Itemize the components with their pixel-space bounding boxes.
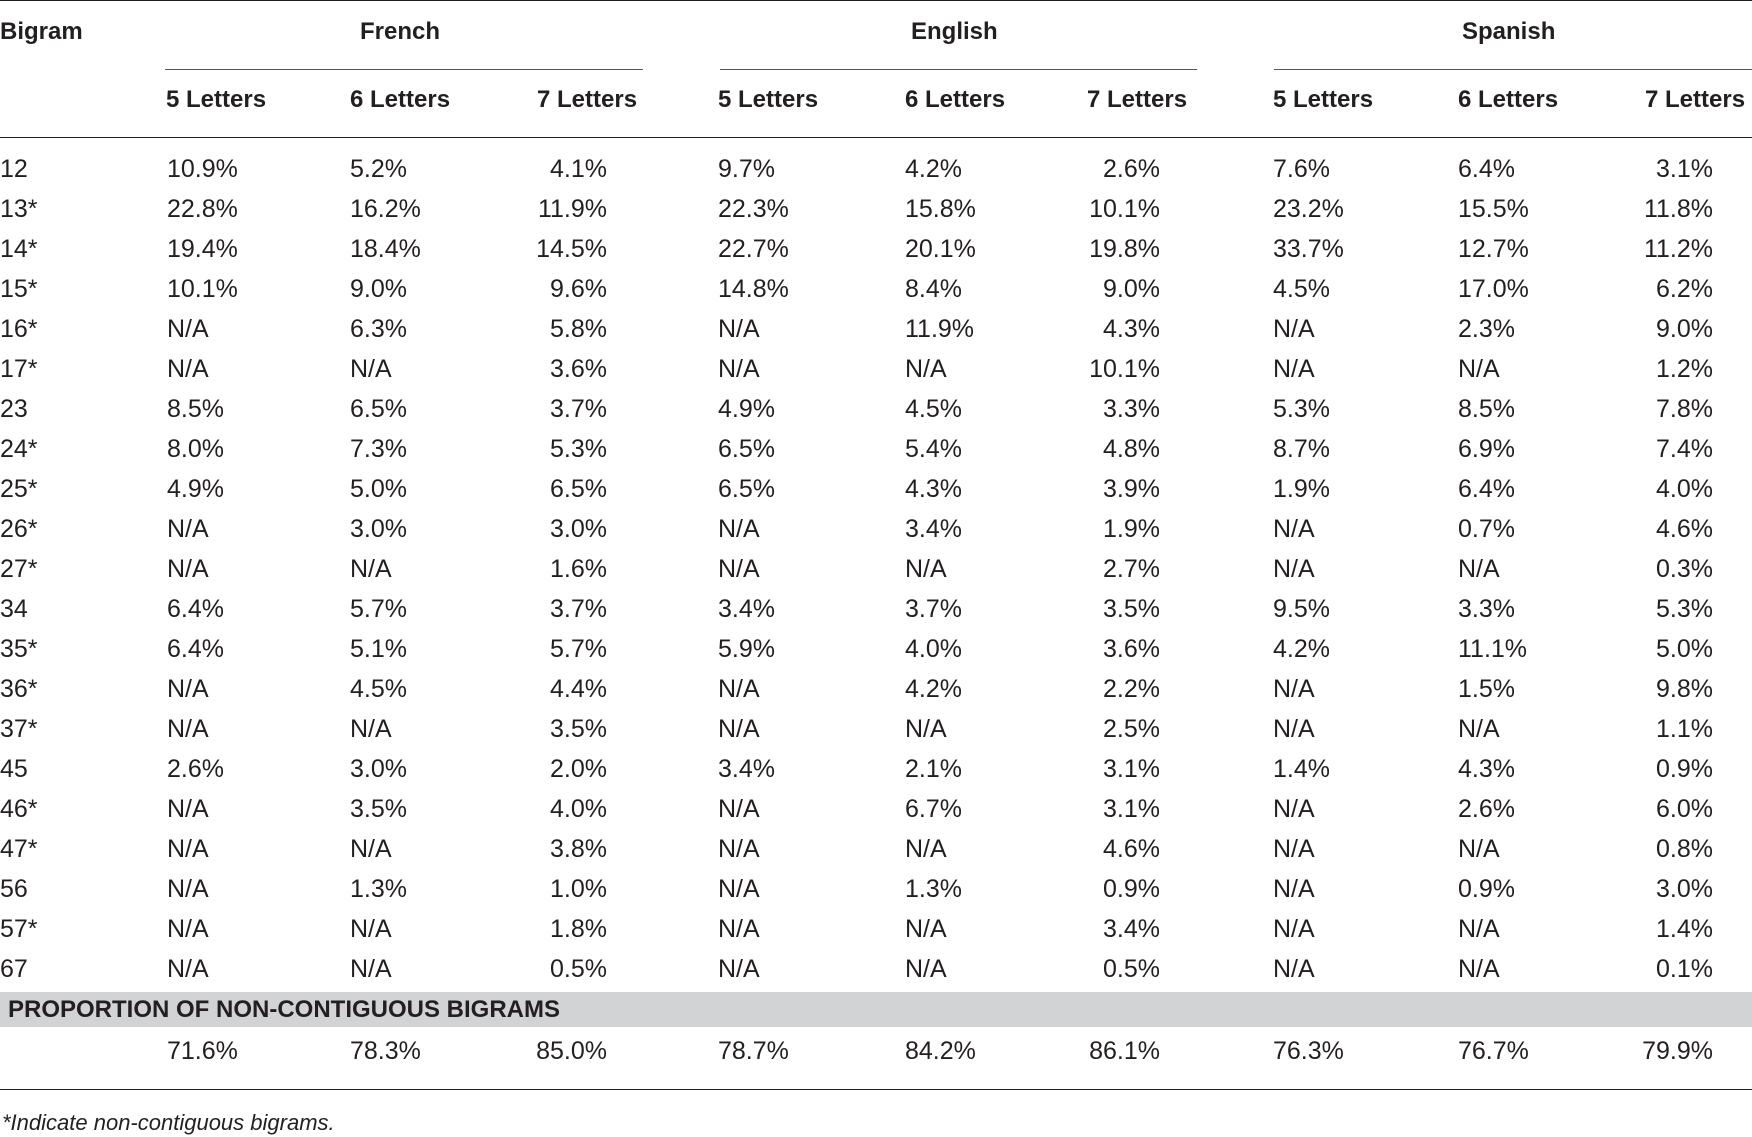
table-cell: N/A (1458, 835, 1500, 863)
table-cell: 7.4% (1656, 435, 1713, 463)
table-cell: 4.0% (905, 635, 962, 663)
table-cell: 0.8% (1656, 835, 1713, 863)
table-cell: N/A (167, 835, 209, 863)
table-cell: 0.5% (550, 955, 607, 983)
table-cell: 6.9% (1458, 435, 1515, 463)
table-cell: 2.6% (167, 755, 224, 783)
table-cell: 11.9% (905, 315, 975, 343)
table-cell: 11.9% (537, 195, 607, 223)
row-label: 23 (0, 395, 28, 423)
summary-cell: 71.6% (167, 1037, 238, 1065)
table-cell: 4.3% (905, 475, 962, 503)
table-cell: 3.0% (1656, 875, 1713, 903)
table-cell: 2.5% (1103, 715, 1160, 743)
group-header-french: French (360, 18, 441, 45)
table-cell: N/A (905, 555, 947, 583)
table-cell: 8.4% (905, 275, 962, 303)
table-cell: N/A (350, 955, 392, 983)
table-cell: 5.3% (1656, 595, 1713, 623)
table-cell: 5.9% (718, 635, 775, 663)
summary-cell: 85.0% (536, 1037, 607, 1065)
table-cell: 4.4% (550, 675, 607, 703)
table-cell: 11.1% (1458, 635, 1528, 663)
table-cell: 4.1% (550, 155, 607, 183)
table-cell: 10.1% (1089, 195, 1160, 223)
table-cell: 8.0% (167, 435, 224, 463)
group-header-spanish: Spanish (1462, 18, 1556, 45)
table-cell: 3.4% (1103, 915, 1160, 943)
summary-label: PROPORTION OF NON-CONTIGUOUS BIGRAMS (8, 996, 560, 1023)
table-cell: 3.1% (1103, 755, 1160, 783)
table-cell: N/A (1273, 795, 1315, 823)
table-cell: 4.3% (1103, 315, 1160, 343)
table-cell: N/A (718, 915, 760, 943)
table-cell: N/A (1273, 915, 1315, 943)
row-label: 14* (0, 235, 38, 263)
column-subheader: 5 Letters (718, 86, 819, 113)
summary-cell: 76.7% (1458, 1037, 1529, 1065)
group-rule-spanish (1274, 69, 1752, 70)
table-cell: 6.4% (167, 595, 224, 623)
table-cell: 22.3% (718, 195, 789, 223)
table-cell: N/A (718, 355, 760, 383)
row-label: 57* (0, 915, 38, 943)
table-cell: 15.5% (1458, 195, 1529, 223)
row-header: Bigram (0, 18, 83, 45)
column-subheader: 6 Letters (905, 86, 1006, 113)
table-cell: N/A (1273, 315, 1315, 343)
table-cell: 8.5% (1458, 395, 1515, 423)
table-cell: 19.4% (167, 235, 238, 263)
table-cell: N/A (1458, 955, 1500, 983)
table-cell: 2.6% (1103, 155, 1160, 183)
table-cell: 3.9% (1103, 475, 1160, 503)
table-cell: 7.6% (1273, 155, 1330, 183)
table-cell: 0.3% (1656, 555, 1713, 583)
table-cell: 10.1% (167, 275, 238, 303)
table-cell: 5.8% (550, 315, 607, 343)
table-cell: 6.5% (350, 395, 407, 423)
table-cell: 11.2% (1643, 235, 1713, 263)
column-subheader: 5 Letters (1273, 86, 1374, 113)
table-cell: 1.9% (1103, 515, 1160, 543)
table-cell: 2.0% (550, 755, 607, 783)
table-cell: 0.5% (1103, 955, 1160, 983)
table-cell: N/A (1273, 875, 1315, 903)
table-cell: 1.3% (350, 875, 407, 903)
table-cell: 5.3% (550, 435, 607, 463)
table-cell: 2.3% (1458, 315, 1515, 343)
table-cell: 4.2% (905, 675, 962, 703)
table-cell: 1.5% (1458, 675, 1515, 703)
table-cell: 10.9% (167, 155, 238, 183)
row-label: 27* (0, 555, 38, 583)
table-cell: N/A (350, 355, 392, 383)
table-cell: N/A (350, 915, 392, 943)
table-cell: 22.8% (167, 195, 238, 223)
table-cell: 3.1% (1656, 155, 1713, 183)
table-cell: N/A (167, 715, 209, 743)
table-cell: N/A (350, 555, 392, 583)
column-subheader: 6 Letters (350, 86, 451, 113)
row-label: 13* (0, 195, 38, 223)
table-cell: 1.0% (550, 875, 607, 903)
row-label: 56 (0, 875, 28, 903)
table-cell: 9.0% (1103, 275, 1160, 303)
table-cell: 1.4% (1656, 915, 1713, 943)
table-cell: 3.0% (350, 515, 407, 543)
group-rule-french (165, 69, 643, 70)
table-cell: 4.0% (550, 795, 607, 823)
table-cell: 3.7% (550, 395, 607, 423)
table-cell: 14.5% (536, 235, 607, 263)
table-cell: 0.9% (1458, 875, 1515, 903)
table-cell: 9.6% (550, 275, 607, 303)
table-cell: 5.0% (1656, 635, 1713, 663)
table-cell: 0.9% (1103, 875, 1160, 903)
table-cell: 4.6% (1656, 515, 1713, 543)
row-label: 26* (0, 515, 38, 543)
table-cell: 6.2% (1656, 275, 1713, 303)
table-cell: 2.6% (1458, 795, 1515, 823)
table-cell: N/A (1458, 555, 1500, 583)
table-cell: N/A (1273, 555, 1315, 583)
table-cell: 4.0% (1656, 475, 1713, 503)
summary-cell: 78.3% (350, 1037, 421, 1065)
table-cell: N/A (167, 315, 209, 343)
table-cell: N/A (718, 675, 760, 703)
table-cell: 3.0% (350, 755, 407, 783)
table-cell: 6.3% (350, 315, 407, 343)
table-bottom-rule (0, 1089, 1752, 1090)
table-cell: 6.5% (718, 475, 775, 503)
table-cell: N/A (167, 355, 209, 383)
table-cell: N/A (1273, 955, 1315, 983)
table-cell: N/A (905, 835, 947, 863)
table-cell: 6.5% (550, 475, 607, 503)
table-cell: 22.7% (718, 235, 789, 263)
table-cell: N/A (167, 875, 209, 903)
table-cell: 20.1% (905, 235, 976, 263)
table-cell: N/A (167, 515, 209, 543)
column-subheader: 7 Letters (1645, 86, 1746, 113)
table-cell: 12.7% (1458, 235, 1529, 263)
summary-cell: 86.1% (1089, 1037, 1160, 1065)
row-label: 17* (0, 355, 38, 383)
table-cell: 6.7% (905, 795, 962, 823)
table-cell: 8.5% (167, 395, 224, 423)
table-cell: 5.1% (350, 635, 407, 663)
table-cell: 16.2% (350, 195, 421, 223)
row-label: 47* (0, 835, 38, 863)
column-subheader: 5 Letters (166, 86, 267, 113)
table-cell: 0.1% (1656, 955, 1713, 983)
table-cell: N/A (1273, 835, 1315, 863)
table-cell: 10.1% (1089, 355, 1160, 383)
table-cell: N/A (1273, 675, 1315, 703)
table-cell: N/A (718, 515, 760, 543)
table-cell: N/A (905, 915, 947, 943)
table-cell: 4.5% (350, 675, 407, 703)
table-cell: 7.8% (1656, 395, 1713, 423)
table-cell: 1.8% (550, 915, 607, 943)
row-label: 46* (0, 795, 38, 823)
summary-cell: 79.9% (1642, 1037, 1713, 1065)
table-cell: N/A (718, 875, 760, 903)
table-cell: N/A (1273, 515, 1315, 543)
row-label: 15* (0, 275, 38, 303)
table-cell: 3.4% (718, 755, 775, 783)
table-cell: N/A (905, 715, 947, 743)
table-cell: 9.7% (718, 155, 775, 183)
table-cell: 0.9% (1656, 755, 1713, 783)
table-footnote: *Indicate non-contiguous bigrams. (2, 1110, 335, 1135)
table-cell: N/A (167, 555, 209, 583)
table-cell: N/A (718, 795, 760, 823)
table-cell: 6.4% (1458, 475, 1515, 503)
table-cell: N/A (167, 795, 209, 823)
column-subheader: 7 Letters (1087, 86, 1188, 113)
table-cell: 3.5% (1103, 595, 1160, 623)
table-cell: 3.4% (905, 515, 962, 543)
row-label: 34 (0, 595, 28, 623)
table-cell: N/A (1273, 715, 1315, 743)
row-label: 16* (0, 315, 38, 343)
table-cell: 2.7% (1103, 555, 1160, 583)
table-cell: 15.8% (905, 195, 976, 223)
table-cell: 1.1% (1656, 715, 1713, 743)
column-subheader: 7 Letters (537, 86, 638, 113)
table-cell: 2.1% (905, 755, 962, 783)
table-cell: 5.0% (350, 475, 407, 503)
table-cell: 3.0% (550, 515, 607, 543)
row-label: 35* (0, 635, 38, 663)
table-cell: 33.7% (1273, 235, 1344, 263)
table-cell: 3.5% (350, 795, 407, 823)
table-cell: 3.7% (550, 595, 607, 623)
table-cell: 8.7% (1273, 435, 1330, 463)
table-cell: N/A (1458, 715, 1500, 743)
table-cell: 1.9% (1273, 475, 1330, 503)
table-cell: 5.2% (350, 155, 407, 183)
column-subheader: 6 Letters (1458, 86, 1559, 113)
row-label: 12 (0, 155, 28, 183)
table-cell: N/A (905, 955, 947, 983)
header-bottom-rule (0, 137, 1752, 138)
row-label: 36* (0, 675, 38, 703)
table-cell: 5.3% (1273, 395, 1330, 423)
table-cell: 5.7% (550, 635, 607, 663)
table-cell: N/A (718, 955, 760, 983)
table-cell: N/A (350, 835, 392, 863)
table-cell: N/A (905, 355, 947, 383)
table-cell: 5.7% (350, 595, 407, 623)
row-label: 25* (0, 475, 38, 503)
table-cell: 3.1% (1103, 795, 1160, 823)
group-header-english: English (911, 18, 998, 45)
table-cell: 4.2% (905, 155, 962, 183)
table-cell: N/A (167, 955, 209, 983)
row-label: 37* (0, 715, 38, 743)
table-cell: 4.5% (1273, 275, 1330, 303)
table-cell: 1.6% (550, 555, 607, 583)
table-cell: 3.5% (550, 715, 607, 743)
table-cell: N/A (1273, 355, 1315, 383)
table-cell: 6.4% (167, 635, 224, 663)
table-cell: N/A (167, 675, 209, 703)
table-cell: N/A (718, 835, 760, 863)
table-cell: 4.9% (167, 475, 224, 503)
table-cell: 19.8% (1089, 235, 1160, 263)
row-label: 67 (0, 955, 28, 983)
table-cell: 4.6% (1103, 835, 1160, 863)
table-cell: 5.4% (905, 435, 962, 463)
table-cell: 1.2% (1656, 355, 1713, 383)
table-cell: 1.4% (1273, 755, 1330, 783)
table-cell: 9.0% (350, 275, 407, 303)
table-cell: N/A (167, 915, 209, 943)
table-cell: 7.3% (350, 435, 407, 463)
table-cell: 3.6% (1103, 635, 1160, 663)
table-cell: 3.6% (550, 355, 607, 383)
row-label: 45 (0, 755, 28, 783)
summary-cell: 84.2% (905, 1037, 976, 1065)
table-cell: N/A (350, 715, 392, 743)
table-cell: 4.3% (1458, 755, 1515, 783)
table-cell: 11.8% (1643, 195, 1713, 223)
table-cell: 3.4% (718, 595, 775, 623)
table-cell: 18.4% (350, 235, 421, 263)
table-cell: 4.2% (1273, 635, 1330, 663)
table-cell: 0.7% (1458, 515, 1515, 543)
table-cell: N/A (1458, 355, 1500, 383)
table-cell: 14.8% (718, 275, 789, 303)
group-rule-english (720, 69, 1197, 70)
table-cell: 3.3% (1103, 395, 1160, 423)
table-cell: 1.3% (905, 875, 962, 903)
table-cell: 4.5% (905, 395, 962, 423)
table-cell: 4.9% (718, 395, 775, 423)
table-cell: N/A (718, 715, 760, 743)
table-cell: N/A (1458, 915, 1500, 943)
table-cell: 3.7% (905, 595, 962, 623)
summary-cell: 76.3% (1273, 1037, 1344, 1065)
table-cell: 6.5% (718, 435, 775, 463)
table-cell: 9.5% (1273, 595, 1330, 623)
table-cell: 3.8% (550, 835, 607, 863)
table-cell: N/A (718, 555, 760, 583)
table-cell: 4.8% (1103, 435, 1160, 463)
table-cell: 6.4% (1458, 155, 1515, 183)
table-cell: 23.2% (1273, 195, 1344, 223)
summary-cell: 78.7% (718, 1037, 789, 1065)
row-label: 24* (0, 435, 38, 463)
table-cell: 9.8% (1656, 675, 1713, 703)
table-cell: 17.0% (1458, 275, 1529, 303)
table-cell: 2.2% (1103, 675, 1160, 703)
table-cell: 6.0% (1656, 795, 1713, 823)
table-cell: 3.3% (1458, 595, 1515, 623)
table-cell: N/A (718, 315, 760, 343)
table-top-rule (0, 0, 1752, 1)
table-cell: 9.0% (1656, 315, 1713, 343)
